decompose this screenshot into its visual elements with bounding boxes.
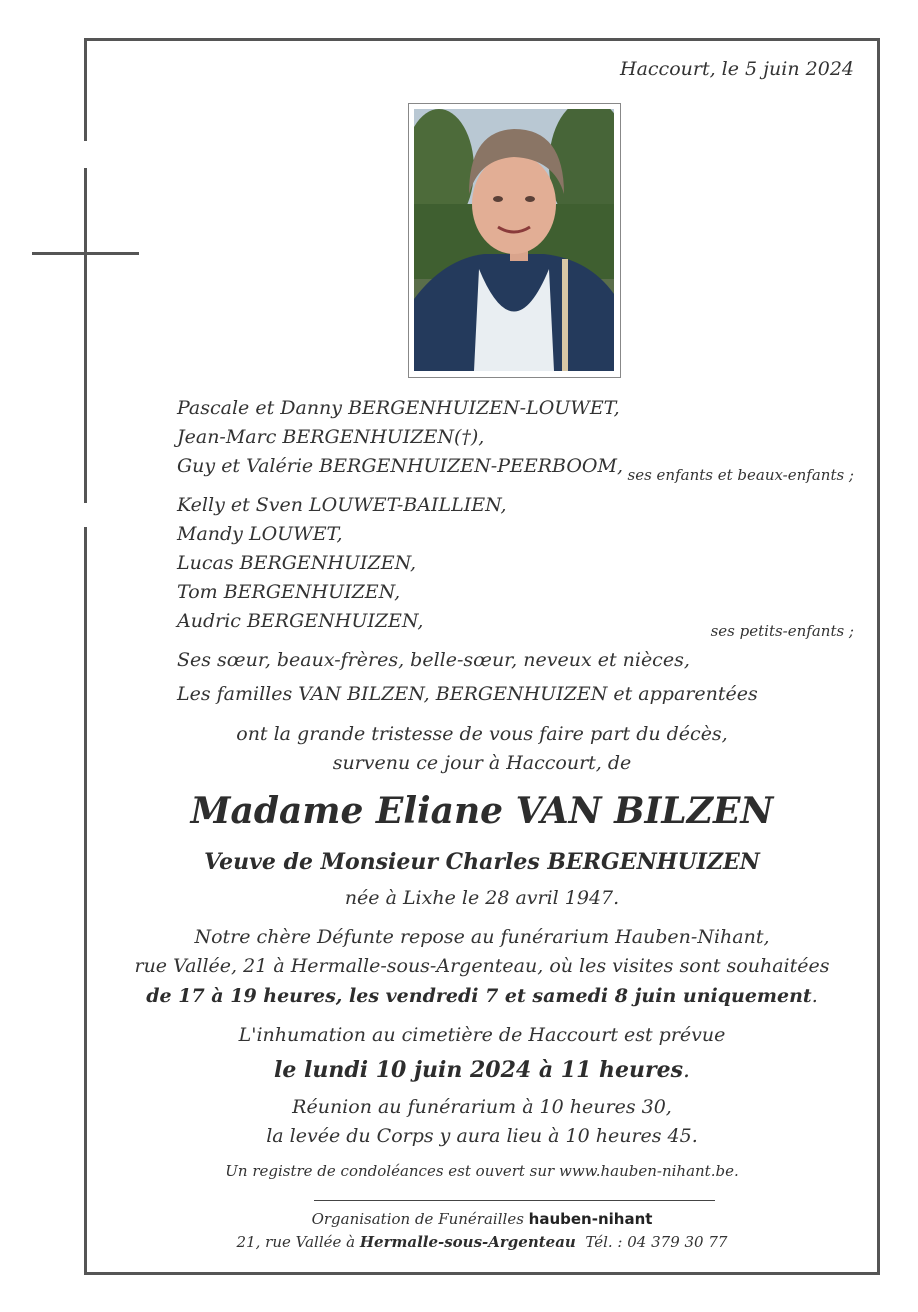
list-item: Jean-Marc BERGENHUIZEN(†), [177, 426, 485, 448]
grandchildren-list [177, 491, 507, 636]
list-item: Pascale et Danny BERGENHUIZEN-LOUWET, [177, 397, 620, 419]
footer-phone: Tél. : 04 379 30 77 [575, 1233, 728, 1251]
visitation-line-1: Notre chère Défunte repose au funérarium Hauben-Nihant, [194, 926, 770, 948]
list-item: Lucas BERGENHUIZEN, [177, 552, 417, 574]
frame-bottom-border [84, 1272, 880, 1275]
widow-of-line: Veuve de Monsieur Charles BERGENHUIZEN [204, 849, 760, 875]
list-item: Audric BERGENHUIZEN, [177, 610, 424, 632]
list-item: Guy et Valérie BERGENHUIZEN-PEERBOOM, [177, 455, 623, 477]
footer-address-line [84, 1233, 880, 1251]
footer-org-line [84, 1210, 880, 1228]
brand-logo: hauben-nihant [528, 1210, 653, 1228]
visitation-line-3 [84, 985, 880, 1007]
deceased-name: Madame Eliane VAN BILZEN [190, 790, 774, 832]
frame-right-border [877, 38, 880, 1275]
children-list [177, 394, 623, 481]
burial-line-4: la levée du Corps y aura lieu à 10 heures 45. [266, 1125, 698, 1147]
announcement-line-1: ont la grande tristesse de vous faire part du décès, [236, 723, 728, 745]
visitation-line-2: rue Vallée, 21 à Hermalle-sous-Argenteau, où les visites sont souhaitées [134, 955, 830, 977]
visitation-hours: de 17 à 19 heures, les vendredi 7 et samedi 8 juin uniquement [146, 985, 812, 1007]
cross-vertical-bottom [84, 168, 87, 503]
visitation-period: . [811, 985, 818, 1007]
children-note: ses enfants et beaux-enfants ; [627, 466, 854, 484]
burial-period: . [683, 1058, 691, 1083]
relatives-line-1: Ses sœur, beaux-frères, belle-sœur, neveux et nièces, [177, 649, 690, 671]
burial-line-2 [84, 1057, 880, 1083]
burial-line-1: L'inhumation au cimetière de Haccourt est prévue [238, 1024, 726, 1046]
cross-icon [32, 252, 139, 255]
birth-line: née à Lixhe le 28 avril 1947. [344, 887, 620, 909]
portrait-photo [408, 103, 621, 378]
footer-org-prefix: Organisation de Funérailles [311, 1210, 529, 1228]
footer-divider [314, 1200, 715, 1201]
list-item: Tom BERGENHUIZEN, [177, 581, 401, 603]
date-line: Haccourt, le 5 juin 2024 [620, 58, 854, 80]
burial-line-3: Réunion au funérarium à 10 heures 30, [292, 1096, 672, 1118]
announcement-line-2: survenu ce jour à Haccourt, de [332, 752, 632, 774]
list-item: Kelly et Sven LOUWET-BAILLIEN, [177, 494, 507, 516]
footer-address-prefix: 21, rue Vallée à [236, 1233, 360, 1251]
frame-top-border [84, 38, 880, 41]
list-item: Mandy LOUWET, [177, 523, 343, 545]
grandchildren-note: ses petits-enfants ; [710, 622, 854, 640]
burial-date: le lundi 10 juin 2024 à 11 heures [273, 1057, 684, 1083]
cross-vertical-top [84, 38, 87, 141]
relatives-line-2: Les familles VAN BILZEN, BERGENHUIZEN et apparentées [177, 683, 758, 705]
register-line: Un registre de condoléances est ouvert sur www.hauben-nihant.be. [225, 1162, 739, 1180]
footer-address-town: Hermalle-sous-Argenteau [359, 1233, 576, 1251]
